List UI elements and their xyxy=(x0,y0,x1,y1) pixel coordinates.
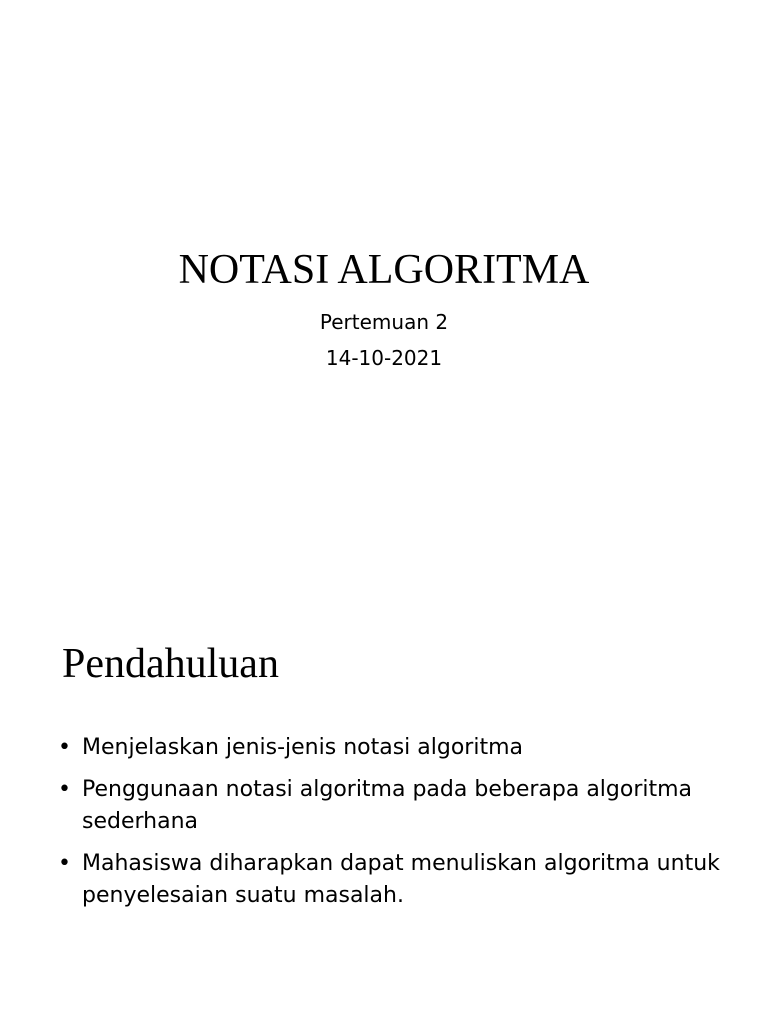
bullet-item xyxy=(58,732,728,764)
presentation-title: NOTASI ALGORITMA xyxy=(178,247,590,293)
bullet-text: Penggunaan notasi algoritma pada beberapa algoritma sederhana xyxy=(82,777,693,834)
section-title: Pendahuluan xyxy=(62,641,279,687)
bullet-dot-icon: • xyxy=(58,735,71,760)
bullet-item xyxy=(58,848,728,912)
bullet-item xyxy=(58,774,728,838)
meeting-date: 14-10-2021 xyxy=(325,346,443,370)
meeting-label: Pertemuan 2 xyxy=(319,310,449,334)
bullet-text: Menjelaskan jenis-jenis notasi algoritma xyxy=(82,735,523,760)
bullet-list xyxy=(58,732,728,922)
bullet-dot-icon: • xyxy=(58,851,71,876)
bullet-text: Mahasiswa diharapkan dapat menuliskan algoritma untuk penyelesaian suatu masalah. xyxy=(82,851,720,908)
bullet-dot-icon: • xyxy=(58,777,71,802)
content-slide xyxy=(0,576,768,1024)
